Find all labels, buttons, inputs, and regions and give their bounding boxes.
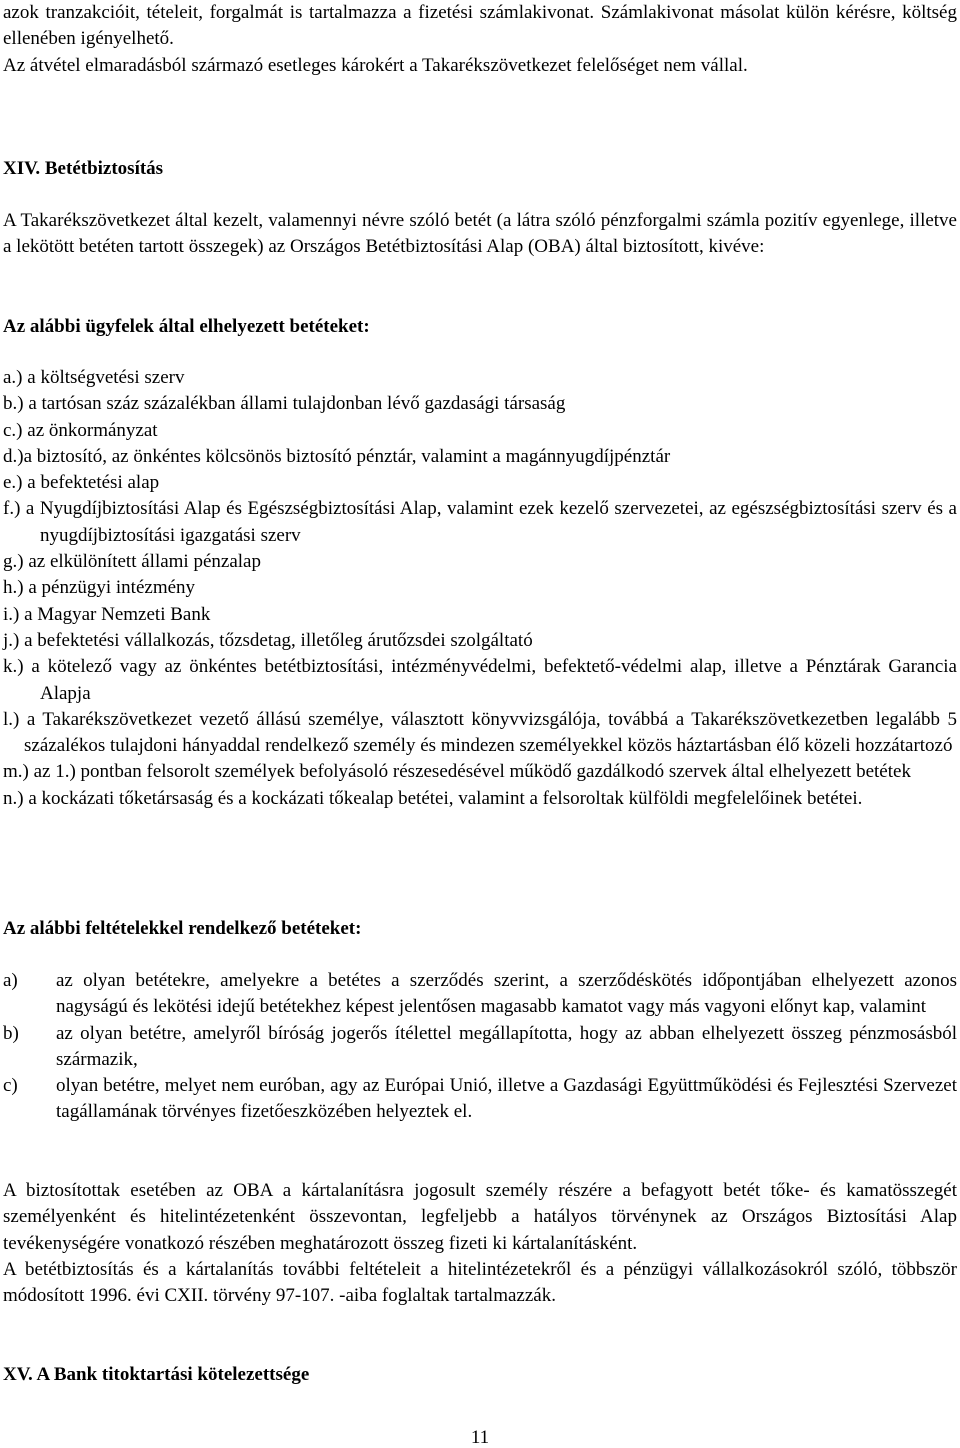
clients-heading: Az alábbi ügyfelek által elhelyezett betéteket: [3,316,370,337]
clients-list [3,365,957,812]
list-item: g.) az elkülönített állami pénzalap [3,551,261,573]
list-item: h.) a pénzügyi intézmény [3,577,196,599]
closing-paragraph-2: A betétbiztosítás és a kártalanítás további feltételeit a hitelintézetekről és a pénzügyi vállalkozásokról szóló, többször módosított 1996. évi CXII. törvény 97-107. -aiba foglaltak tartalmazzák. [3,1258,957,1307]
condition-letter: c) [3,1075,18,1097]
closing-paragraph-1: A biztosítottak esetében az OBA a kártalanításra jogosult személy részére a befagyott betét tőke- és kamatösszegét személyenként és hitelintézetenként összevontan, legfeljebb a hatályos törvénynek az Országos Biztosítási Alap tevékenységére vonatkozó részében meghatározott összeg fizeti ki kártalanításként. [3,1180,957,1254]
conditions-list [3,968,957,1126]
section-15-title-block [3,1362,957,1388]
condition-item-b [3,1021,957,1074]
list-item: i.) a Magyar Nemzeti Bank [3,603,211,625]
section-14-title: XIV. Betétbiztosítás [3,158,164,179]
condition-letter: a) [3,970,18,991]
list-item: n.) a kockázati tőketársaság és a kockázati tőkealap betétei, valamint a felsoroltak külföldi megfelelőinek betétei. [3,787,863,809]
list-item: d.)a biztosító, az önkéntes kölcsönös biztosító pénztár, valamint a magánnyugdíjpénztár [3,445,671,467]
conditions-heading: Az alábbi feltételekkel rendelkező betéteket: [3,918,362,939]
list-item: m.) az 1.) pontban felsorolt személyek befolyásoló részesedésével működő gazdálkodó szervek által elhelyezett betétek [3,761,911,783]
section-15-title: XV. A Bank titoktartási kötelezettsége [3,1364,310,1385]
condition-text: az olyan betétre, amelyről bíróság jogerős ítélettel megállapította, hogy az abban elhelyezett összeg pénzmosásból származik, [56,1022,957,1070]
list-item: f.) a Nyugdíjbiztosítási Alap és Egészségbiztosítási Alap, valamint ezek kezelő szervezetei, az egészségbiztosítási szerv és a nyugdíjbiztosítási igazgatási szerv [3,498,957,546]
list-item: k.) a kötelező vagy az önkéntes betétbiztosítási, intézményvédelmi, befektető-védelmi alap, illetve a Pénztárak Garancia Alapja [3,656,957,704]
list-item: j.) a befektetési vállalkozás, tőzsdetag, illetőleg árutőzsdei szolgáltató [3,629,533,651]
condition-item-a [3,968,957,1021]
intro-paragraph-1: azok tranzakcióit, tételeit, forgalmát is tartalmazza a fizetési számlakivonat. Számlakivonat másolat külön kérésre, költség ellenében igényelhető. [3,2,957,50]
list-item: b.) a tartósan száz százalékban állami tulajdonban lévő gazdasági társaság [3,393,566,415]
intro-paragraph-2: Az átvétel elmaradásból származó esetleges károkért a Takarékszövetkezet felelőséget nem vállal. [3,54,748,76]
list-item: a.) a költségvetési szerv [3,367,185,388]
list-item: l.) a Takarékszövetkezet vezető állású személye, választott könyvvizsgálója, továbbá a Takarékszövetkezetben legalább 5 százalékos tulajdoni hányaddal rendelkező személy és mindezen személyekkel közös háztartásban élő közeli hozzátartozó [3,708,957,757]
conditions-heading-block [3,916,957,942]
clients-heading-block [3,314,957,340]
condition-item-c [3,1073,957,1126]
closing-block [3,1178,957,1309]
section-14-intro-block [3,208,957,261]
page-number: 11 [470,1427,490,1448]
condition-text: az olyan betétekre, amelyekre a betétes a szerződés szerint, a szerződéskötés időpontjában elhelyezett azonos nagyságú és lekötési idejű betétekhez képest jelentősen magasabb kamatot vagy más vagyoni előnyt kap, valamint [56,970,957,1018]
condition-letter: b) [3,1022,19,1044]
list-item: e.) a befektetési alap [3,472,160,494]
intro-block [3,0,957,79]
section-14-title-block [3,156,957,182]
condition-text: olyan betétre, melyet nem euróban, agy az Európai Unió, illetve a Gazdasági Együttműködési és Fejlesztési Szervezet tagállamának törvényes fizetőeszközében helyeztek el. [56,1075,957,1123]
list-item: c.) az önkormányzat [3,419,158,441]
section-14-paragraph: A Takarékszövetkezet által kezelt, valamennyi névre szóló betét (a látra szóló pénzforgalmi számla pozitív egyenlege, illetve a lekötött betéten tartott összegek) az Országos Betétbiztosítási Alap (OBA) által biztosított, kivéve: [3,210,957,258]
